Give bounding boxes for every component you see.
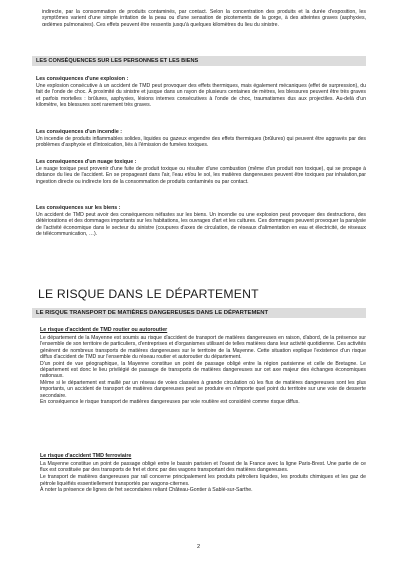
section-text: Un incendie de produits inflammables solides, liquides ou gazeux engendre des effets thermiques (brûlures) qui peuvent être aggravés par des problèmes d'asphyxie et d'intoxication, liés à l'émission de fumées toxiques. (36, 136, 366, 149)
section-text: Le nuage toxique peut provenir d'une fuite de produit toxique ou résulter d'une combustion (même d'un produit non toxique), qui se propage à distance du lieu de l'accident. En se propageant dans l'air, l'eau et/ou le sol, les matières dangereuses peuvent être toxiques par inhalation,par ingestion directe ou indirecte lors de la consommation de produits contaminés ou par contact. (36, 166, 366, 185)
section-heading: Les conséquences sur les biens : (36, 205, 121, 211)
subsection-rail (40, 453, 366, 494)
section-heading: Les conséquences d'une explosion : (36, 76, 129, 82)
section-band-tmd: LE RISQUE TRANSPORT DE MATIÈRES DANGEREUSES DANS LE DÉPARTEMENT (32, 308, 366, 318)
paragraph: Même si le département est maillé par un réseau de voies classées à grande circulation où les flux de matières dangereuses sont les plus importants, un accident de transport de matières dangereuses peut se produire en n'importe quel point du territoire sur une voie de desserte secondaire. (40, 380, 366, 399)
paragraph: En conséquence le risque transport de matières dangereuses par voie routière est considéré comme risque diffus. (40, 399, 300, 406)
section-heading: Les conséquences d'un incendie : (36, 129, 123, 135)
section-biens (36, 205, 366, 237)
section-explosion (36, 76, 366, 108)
intro-paragraph: indirecte, par la consommation de produits contaminés, par contact. Selon la concentration des produits et la durée d'exposition, les symptômes varient d'une simple irritation de la peau ou d'une sensation de picotements de la gorge, à des atteintes graves (asphyxies, œdèmes pulmonaires). Ces effets peuvent être ressentis jusqu'à quelques kilomètres du lieu du sinistre. (42, 9, 366, 28)
paragraph: Le transport de matières dangereuses par rail concerne principalement les produits pétroliers liquides, les produits chimiques et les gaz de pétrole liquéfiés essentiellement transportés par wagons-citernes. (40, 474, 366, 487)
section-text: Une explosion consécutive à un accident de TMD peut provoquer des effets thermiques, mais également mécaniques (effet de surpression), du fait de l'onde de choc. À proximité du sinistre et jusque dans un rayon de plusieurs centaines de mètres, les blessures peuvent être très graves et parfois mortelles : brûlures, asphyxies, lésions internes consécutives à l'onde de choc, traumatismes dus aux projectiles. Au-delà d'un kilomètre, les blessures sont rarement très graves. (36, 83, 366, 108)
paragraph: D'un point de vue géographique, la Mayenne constitue un point de passage obligé entre la région parisienne et celle de Bretagne. Le département est donc le lieu privilégié de passage de transports de matières dangereuses sur cet axe majeur des échanges économiques nationaux. (40, 360, 366, 380)
section-heading: Les conséquences d'un nuage toxique : (36, 159, 137, 165)
page-number: 2 (197, 544, 201, 550)
section-nuage-toxique (36, 159, 366, 185)
paragraph: La Mayenne constitue un point de passage obligé entre le bassin parisien et l'ouest de la France avec la ligne Paris-Brest. Une partie de ce flux est constituée par des transports de fret et donc par des wagons transportant des matières dangereuses. (40, 461, 366, 474)
paragraph: À noter la présence de lignes de fret secondaires reliant Château-Gontier à Sablé-sur-Sarthe. (40, 487, 253, 494)
page-title: LE RISQUE DANS LE DÉPARTEMENT (38, 287, 259, 301)
section-band-consequences: LES CONSÉQUENCES SUR LES PERSONNES ET LES BIENS (32, 56, 366, 66)
subsection-road (40, 327, 366, 406)
subsection-heading: Le risque d'accident de TMD routier ou autoroutier (40, 327, 168, 333)
paragraph: Le département de la Mayenne est soumis au risque d'accident de transport de matières dangereuses en raison, d'abord, de la présence sur l'ensemble de son territoire de particuliers, d'entreprises et d'organismes utilisant de telles matières dans leur activité quotidienne. Ces activités génèrent de nombreux transports de matières dangereuses sur le territoire de la Mayenne. Cette situation explique l'existence d'un risque diffus d'accident de TMD sur l'ensemble du réseau routier et autoroutier du département. (40, 335, 366, 360)
section-incendie (36, 129, 366, 149)
subsection-heading: Le risque d'accident TMD ferroviaire (40, 453, 132, 459)
section-text: Un accident de TMD peut avoir des conséquences néfastes sur les biens. Un incendie ou une explosion peut provoquer des destructions, des détériorations et des dommages importants sur les habitations, les ouvrages d'art et les cultures. Ces dommages peuvent provoquer la paralysie de l'activité économique dans le secteur du sinistre (coupures d'axes de circulation, de réseaux d'alimentation en eau et électricité, de réseaux de télécommunication, …). (36, 212, 366, 237)
